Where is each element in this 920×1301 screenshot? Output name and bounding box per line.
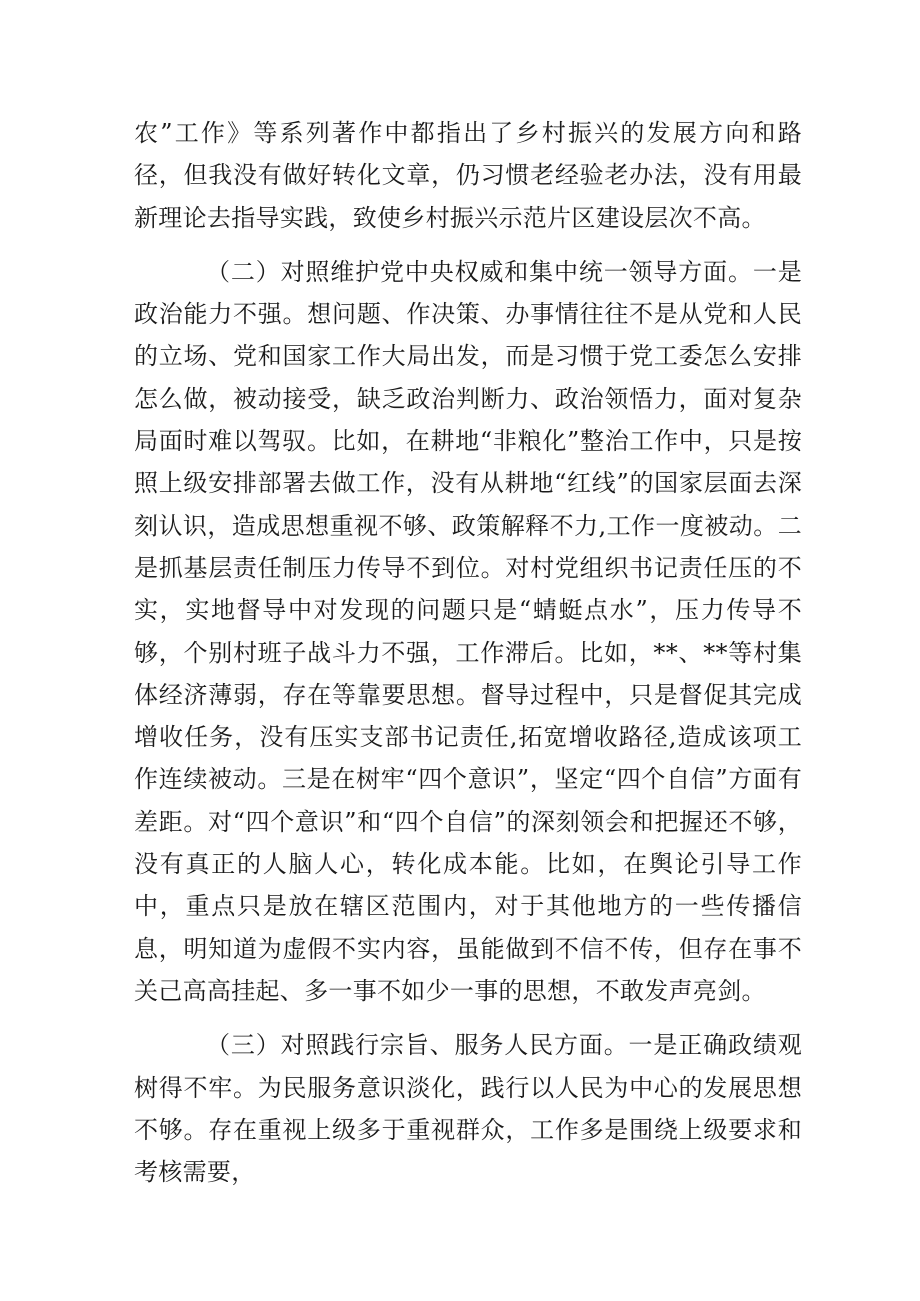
paragraph-continuation: 农”工作》等系列著作中都指出了乡村振兴的发展方向和路径，但我没有做好转化文章，仍习惯老经验老办法，没有用最新理论去指导实践，致使乡村振兴示范片区建设层次不高。 bbox=[134, 119, 802, 232]
document-body bbox=[134, 112, 802, 1193]
paragraph-section-three: （三）对照践行宗旨、服务人民方面。一是正确政绩观树得不牢。为民服务意识淡化，践行以人民为中心的发展思想不够。存在重视上级多于重视群众，工作多是围绕上级要求和考核需要， bbox=[134, 1031, 802, 1187]
paragraph-section-two: （二）对照维护党中央权威和集中统一领导方面。一是政治能力不强。想问题、作决策、办事情往往不是从党和人民的立场、党和国家工作大局出发，而是习惯于党工委怎么安排怎么做，被动接受，缺乏政治判断力、政治领悟力，面对复杂局面时难以驾驭。比如，在耕地“非粮化”整治工作中，只是按照上级安排部署去做工作，没有从耕地“红线”的国家层面去深刻认识，造成思想重视不够、政策解释不力,工作一度被动。二是抓基层责任制压力传导不到位。对村党组织书记责任压的不实，实地督导中对发现的问题只是“蜻蜓点水”，压力传导不够，个别村班子战斗力不强，工作滞后。比如，**、**等村集体经济薄弱，存在等靠要思想。督导过程中，只是督促其完成增收任务，没有压实支部书记责任,拓宽增收路径,造成该项工作连续被动。三是在树牢“四个意识”，坚定“四个自信”方面有差距。对“四个意识”和“四个自信”的深刻领会和把握还不够，没有真正的人脑人心，转化成本能。比如，在舆论引导工作中，重点只是放在辖区范围内，对于其他地方的一些传播信息，明知道为虚假不实内容，虽能做到不信不传，但存在事不关己高高挂起、多一事不如少一事的思想，不敢发声亮剑。 bbox=[134, 257, 802, 1005]
